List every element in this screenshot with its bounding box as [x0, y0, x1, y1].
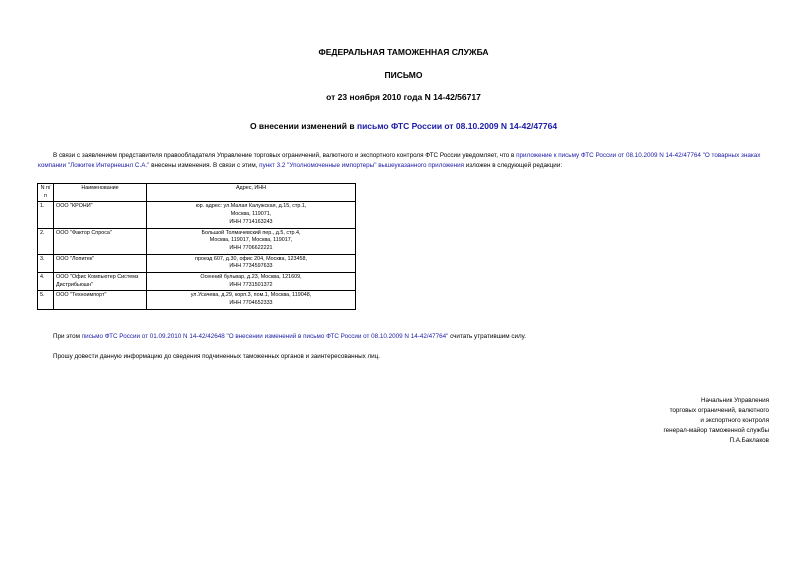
- p1-text-3: внесены изменения. В связи с этим,: [149, 162, 260, 169]
- signature-line: и экспортного контроля: [700, 417, 769, 424]
- row-address: [147, 202, 356, 228]
- address-line: ИНН 7714163243: [229, 218, 273, 225]
- row-name: ООО "Лопитек": [54, 254, 147, 272]
- paragraph-request: Прошу довести данную информацию до сведения подчиненных таможенных органов и заинтересованных лиц.: [53, 353, 381, 360]
- address-line: ИНН 7734597633: [229, 263, 273, 270]
- address-line: ИНН 7731501372: [229, 281, 273, 288]
- p2-link-letter[interactable]: письмо ФТС России от 01.09.2010 N 14-42/42648 "О внесении изменений в письмо ФТС России от 08.10.2009 N 14-42/47764": [81, 333, 449, 340]
- address-line: ИНН 7706622221: [229, 244, 273, 251]
- signature-line: торговых ограничений, валютного: [669, 407, 769, 414]
- paragraph-repeal: [53, 332, 773, 342]
- address-line: проезд 607, д.30, офис 204, Москва, 123458,: [195, 255, 307, 262]
- table-row: [38, 291, 356, 309]
- doc-date-number: от 23 ноября 2010 года N 14-42/56717: [326, 92, 481, 102]
- table-header-row: [38, 184, 356, 202]
- p1-text-1: В связи с заявлением представителя правообладателя Управление торговых ограничений, валютного и экспортного контроля ФТС России уведомляет, что в: [53, 152, 517, 159]
- p2-text-1: При этом: [53, 333, 82, 340]
- p2-text-2: считать утратившим силу.: [448, 333, 526, 340]
- address-line: Москва, 119071,: [230, 211, 272, 218]
- row-number: 3.: [38, 254, 54, 272]
- subject-link[interactable]: письмо ФТС России от 08.10.2009 N 14-42/47764: [356, 121, 558, 131]
- table-row: [38, 228, 356, 254]
- header-num: N п/п: [38, 184, 54, 202]
- table-row: [38, 202, 356, 228]
- p1-link-clause[interactable]: пункт 3.2 "Уполномоченные импортеры" вышеуказанного приложения: [259, 162, 464, 169]
- org-title: ФЕДЕРАЛЬНАЯ ТАМОЖЕННАЯ СЛУЖБА: [318, 47, 489, 57]
- doc-subject: [0, 121, 807, 131]
- row-name: ООО "Фактор Спроса": [54, 228, 147, 254]
- row-address: [147, 273, 356, 291]
- signature-line: Начальник Управления: [700, 397, 769, 404]
- row-number: 5.: [38, 291, 54, 309]
- row-number: 1.: [38, 202, 54, 228]
- address-line: юр. адрес: ул.Малая Калужская, д.15, стр.1,: [195, 203, 307, 210]
- subject-prefix: О внесении изменений в: [249, 121, 357, 131]
- row-address: [147, 254, 356, 272]
- row-number: 4.: [38, 273, 54, 291]
- header-address: Адрес, ИНН: [147, 184, 356, 202]
- address-line: ИНН 7704652333: [229, 300, 273, 307]
- row-number: 2.: [38, 228, 54, 254]
- signature-line: генерал-майор таможенной службы: [663, 427, 769, 434]
- signer-name: П.А.Баклаков: [729, 437, 769, 444]
- signature-block: [664, 396, 770, 446]
- doc-type-title: ПИСЬМО: [384, 70, 423, 80]
- row-address: [147, 291, 356, 309]
- row-address: [147, 228, 356, 254]
- p1-link-trademarks[interactable]: "О товарных знаках компании "Ложитек Интернешнл С.А.": [38, 152, 761, 169]
- importers-table: [37, 183, 356, 310]
- row-name: ООО "КРОНИ": [54, 202, 147, 228]
- p1-text-4: изложен в следующей редакции:: [464, 162, 563, 169]
- address-line: Осенний бульвар, д.23, Москва, 121609,: [200, 274, 302, 281]
- row-name: ООО "Офис Компьютер Системз Дистрибьюшн": [54, 273, 147, 291]
- header-name: Наименование: [54, 184, 147, 202]
- p1-link-appendix[interactable]: приложение к письму ФТС России от 08.10.2009 N 14-42/47764: [516, 152, 701, 159]
- paragraph-notice: [38, 151, 771, 171]
- address-line: Большой Толмачевский пер., д.5, стр.4,: [201, 229, 301, 236]
- table-row: [38, 273, 356, 291]
- address-line: Москва, 119017, Москва, 119017,: [209, 237, 293, 244]
- table-row: [38, 254, 356, 272]
- row-name: ООО "Техноимпорт": [54, 291, 147, 309]
- address-line: ул.Усачева, д.29, корп.3, пом.1, Москва, 119048,: [190, 292, 312, 299]
